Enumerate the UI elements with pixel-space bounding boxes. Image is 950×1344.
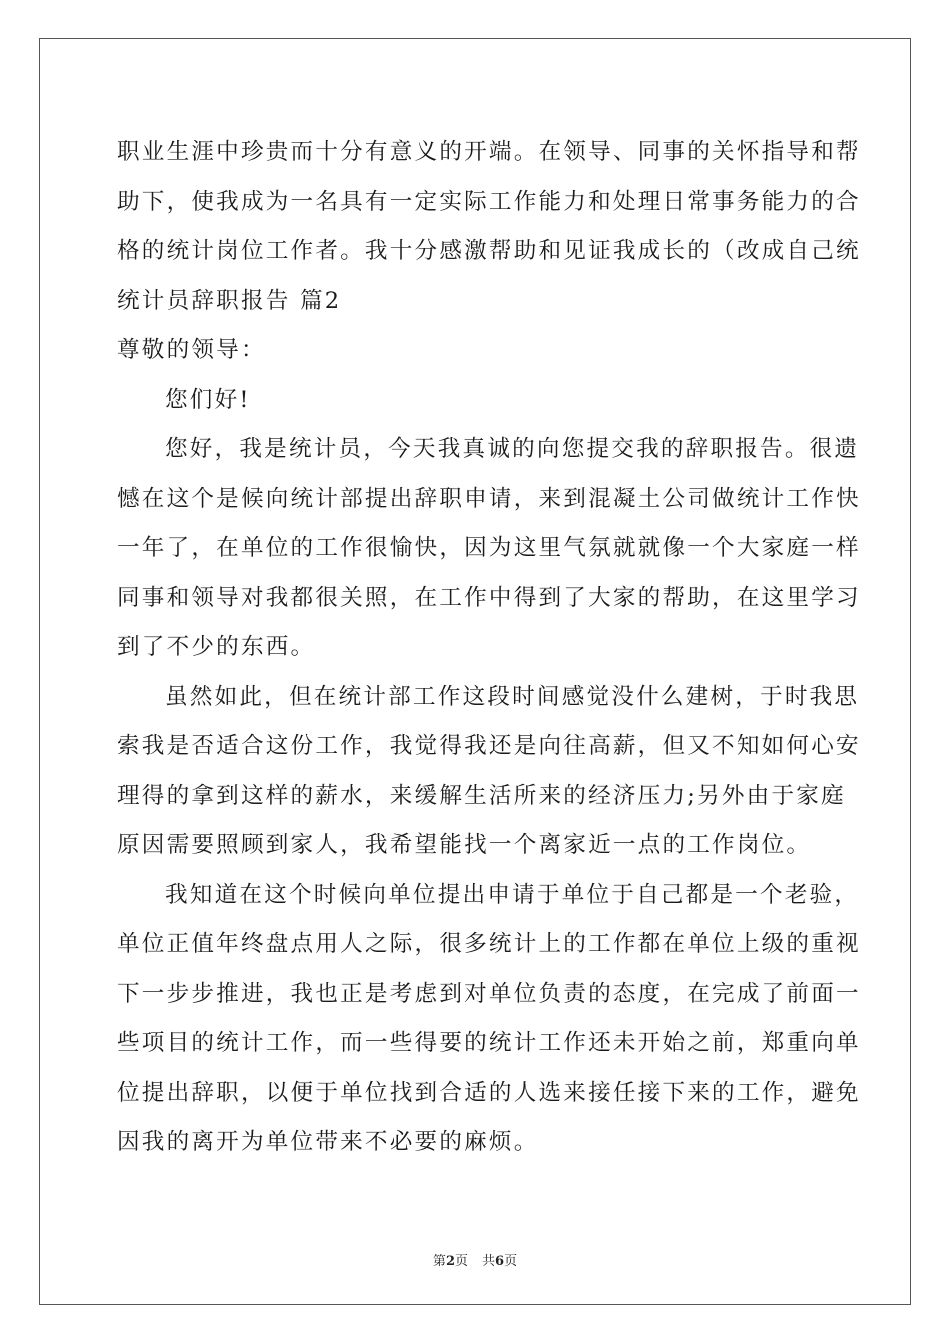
total-suffix: 页 [504, 1254, 518, 1269]
text-line: 虽然如此，但在统计部工作这段时间感觉没什么建树，于时我思 [165, 683, 860, 710]
text-line: 到了不少的东西。 [117, 634, 316, 660]
text-line: 因我的离开为单位带来不必要的麻烦。 [117, 1129, 539, 1155]
section-heading: 统计员辞职报告 篇2 [117, 287, 342, 314]
document-body [117, 128, 861, 1168]
text-line: 我知道在这个时候向单位提出申请于单位于自己都是一个老验， [165, 881, 860, 908]
page-prefix: 第 [432, 1254, 446, 1269]
salutation: 尊敬的领导： [117, 337, 266, 363]
text-line: 些项目的统计工作，而一些得要的统计工作还未开始之前，郑重向单 [117, 1030, 861, 1056]
text-line: 您好，我是统计员，今天我真诚的向您提交我的辞职报告。很遗 [165, 436, 860, 462]
text-line: 下一步步推进，我也正是考虑到对单位负责的态度，在完成了前面一 [117, 980, 861, 1007]
page-suffix: 页 [454, 1254, 468, 1269]
text-line: 位提出辞职，以便于单位找到合适的人选来接任接下来的工作，避免 [117, 1079, 861, 1106]
total-pages: 6 [495, 1254, 505, 1269]
text-line: 单位正值年终盘点用人之际，很多统计上的工作都在单位上级的重视 [117, 931, 861, 957]
total-prefix: 共 [482, 1254, 496, 1269]
text-line: 索我是否适合这份工作，我觉得我还是向往高薪，但又不知如何心安 [117, 733, 861, 759]
page-number: 2 [445, 1254, 455, 1269]
text-line: 格的统计岗位工作者。我十分感激帮助和见证我成长的（改成自己统 [117, 238, 861, 264]
text-line: 助下，使我成为一名具有一定实际工作能力和处理日常事务能力的合 [117, 188, 861, 215]
text-line: 原因需要照顾到家人，我希望能找一个离家近一点的工作岗位。 [117, 832, 812, 858]
text-line: 憾在这个是候向统计部提出辞职申请，来到混凝土公司做统计工作快 [117, 485, 861, 512]
text-line: 理得的拿到这样的薪水，来缓解生活所来的经济压力;另外由于家庭 [117, 782, 846, 809]
page-footer [0, 1250, 950, 1269]
text-line: 职业生涯中珍贵而十分有意义的开端。在领导、同事的关怀指导和帮 [117, 139, 861, 165]
text-line: 一年了，在单位的工作很愉快，因为这里气氛就就像一个大家庭一样 [117, 535, 861, 561]
greeting: 您们好! [165, 386, 251, 413]
text-line: 同事和领导对我都很关照，在工作中得到了大家的帮助，在这里学习 [117, 584, 861, 611]
